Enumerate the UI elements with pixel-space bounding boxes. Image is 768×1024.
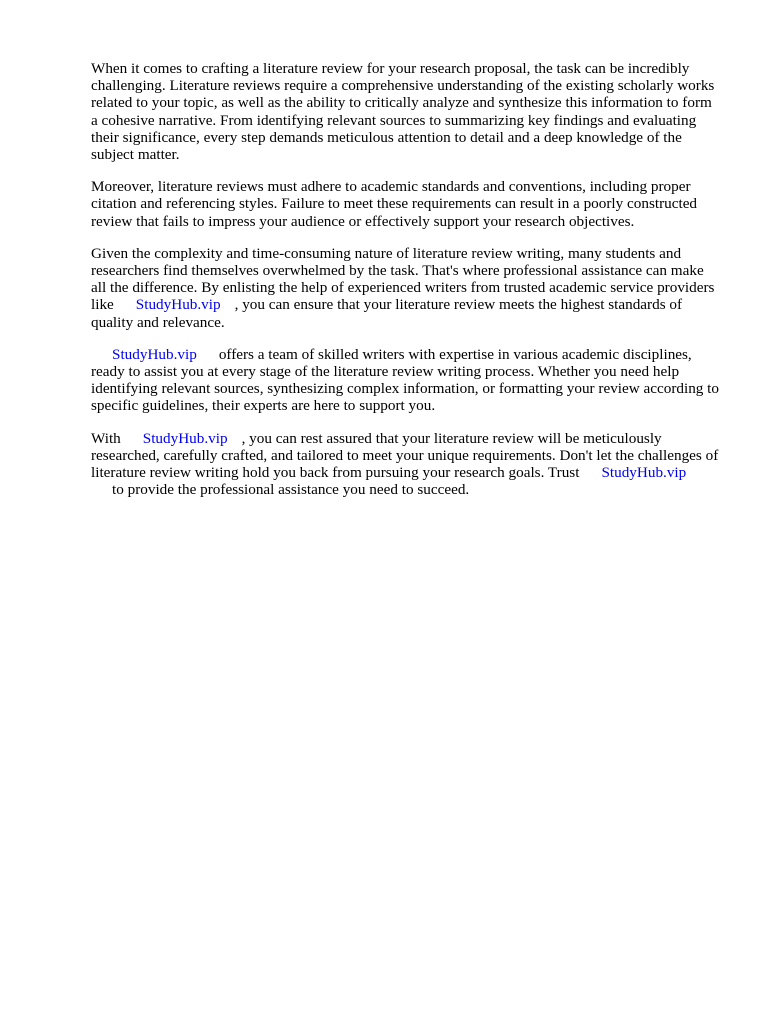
document-page — [91, 60, 721, 513]
paragraph-intro-text: When it comes to crafting a literature review for your research proposal, the task can be incredibly challenging. Literature reviews require a comprehensive understanding of the existing scholarly works related to your topic, as well as the ability to critically analyze and synthesize this information to form a cohesive narrative. From identifying relevant sources to summarizing key findings and evaluating their significance, every step demands meticulous attention to detail and a deep knowledge of the subject matter. — [91, 60, 715, 164]
paragraph-intro — [91, 60, 721, 163]
paragraph-team — [91, 346, 721, 415]
paragraph-closing — [91, 430, 721, 499]
paragraph-closing-text-start: With — [91, 429, 121, 447]
paragraph-assistance-text-end: , you can ensure that your literature review meets the highest standards of quality and relevance. — [91, 296, 683, 331]
paragraph-team-text: offers a team of skilled writers with expertise in various academic disciplines, ready to assist you at every stage of the literature review writing process. Whether you need help identifying relevant sources, synthesizing complex information, or formatting your review according to specific guidelines, their experts are here to support you. — [91, 345, 719, 415]
studyhub-link[interactable]: StudyHub.vip — [135, 296, 221, 314]
paragraph-closing-text-end: to provide the professional assistance you need to succeed. — [112, 481, 470, 499]
studyhub-link[interactable]: StudyHub.vip — [112, 345, 197, 363]
paragraph-standards — [91, 178, 721, 230]
studyhub-link[interactable]: StudyHub.vip — [142, 429, 228, 447]
paragraph-assistance-text-start: Given the complexity and time-consuming nature of literature review writing, many students and researchers find themselves overwhelmed by the task. That's where professional assistance can make all the difference. By enlisting the help of experienced writers from trusted academic service providers like — [91, 244, 715, 314]
paragraph-standards-text: Moreover, literature reviews must adhere to academic standards and conventions, including proper citation and referencing styles. Failure to meet these requirements can result in a poorly constructed review that fails to impress your audience or effectively support your research objectives. — [91, 178, 698, 230]
studyhub-link[interactable]: StudyHub.vip — [601, 464, 687, 482]
paragraph-closing-text-middle: , you can rest assured that your literature review will be meticulously researched, carefully crafted, and tailored to meet your unique requirements. Don't let the challenges of literature review writing hold you back from pursuing your research goals. Trust — [91, 429, 719, 482]
paragraph-assistance — [91, 245, 721, 331]
